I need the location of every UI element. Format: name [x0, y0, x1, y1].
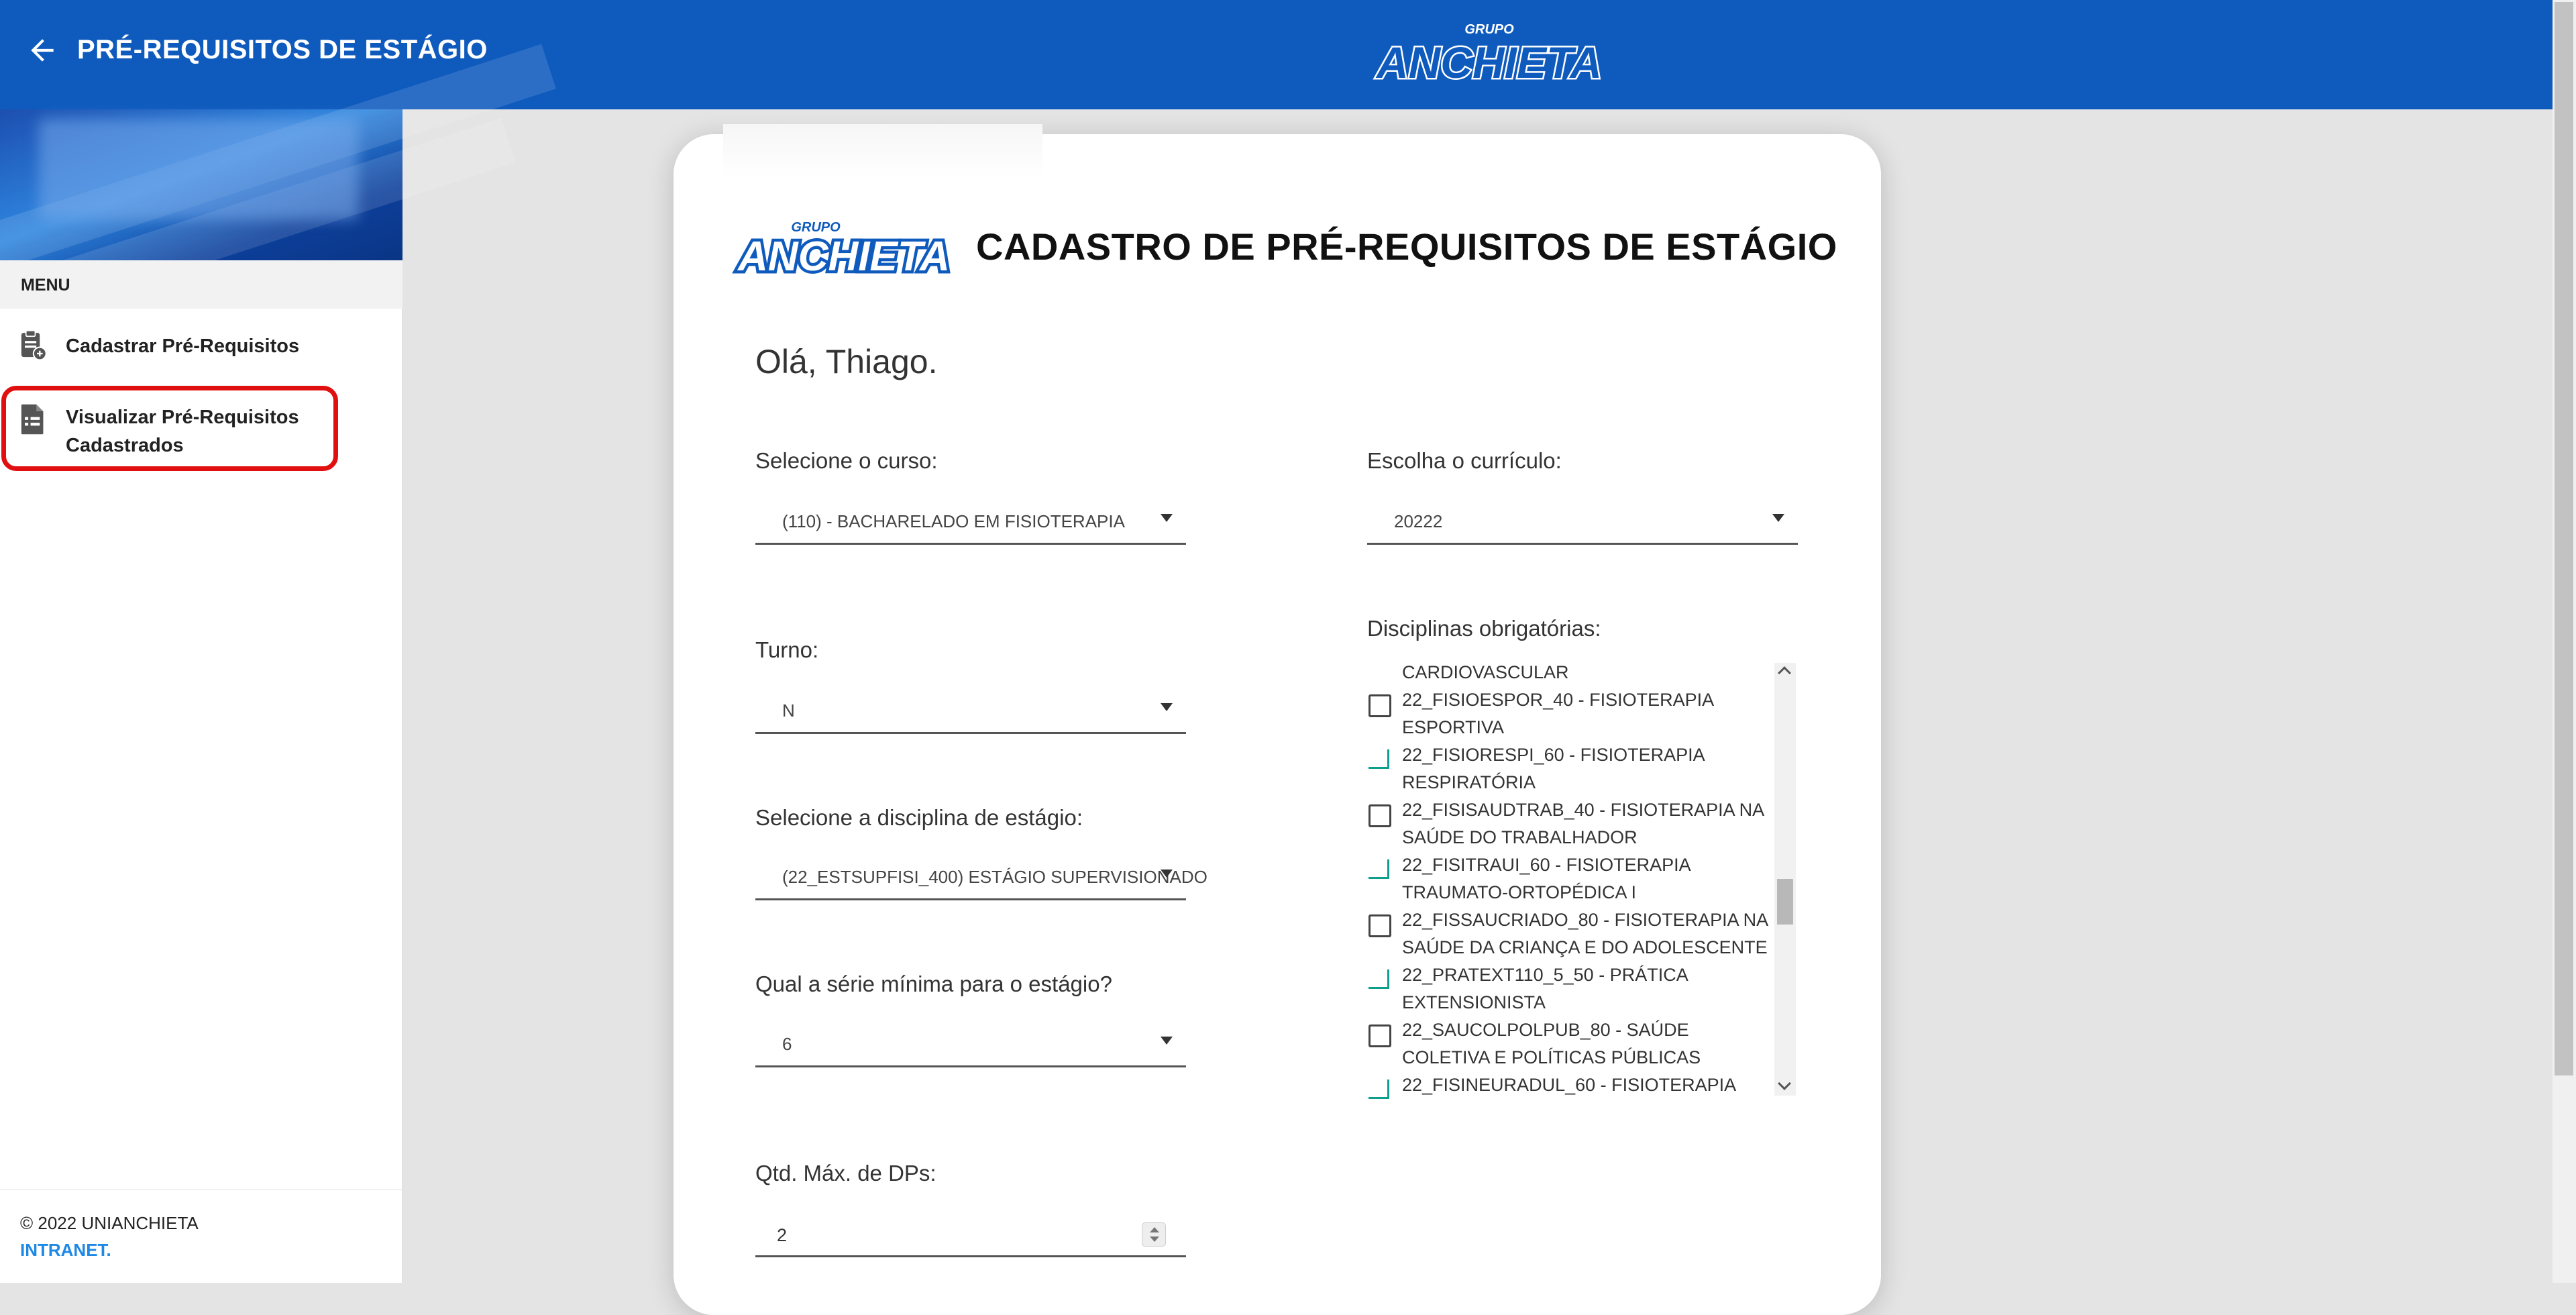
card-logo-small-text: GRUPO	[791, 220, 841, 235]
spinner-up-icon[interactable]	[1150, 1227, 1159, 1232]
menu-label: MENU	[21, 276, 70, 295]
list-item-label: 22_FISIOESPOR_40 - FISIOTERAPIA ESPORTIVA	[1402, 690, 1715, 737]
top-app-bar	[0, 0, 2553, 109]
checkbox-checked[interactable]	[1368, 1080, 1391, 1102]
card-tab-blurred	[723, 124, 1042, 178]
checkbox-checked[interactable]	[1368, 859, 1391, 882]
list-item-label: 22_FISINEURADUL_60 - FISIOTERAPIA	[1402, 1075, 1737, 1095]
logo-large-text: ANCHIETA	[1376, 38, 1603, 87]
copyright-text: © 2022 UNIANCHIETA	[20, 1213, 199, 1233]
obrigatorias-label: Disciplinas obrigatórias:	[1367, 616, 1601, 641]
menu-header	[0, 260, 402, 309]
window-scrollbar-thumb[interactable]	[2555, 2, 2573, 1075]
card-logo-large-text: ANCHIETA	[738, 233, 950, 280]
checkbox-checked[interactable]	[1368, 749, 1391, 772]
serie-select[interactable]	[755, 1024, 1186, 1067]
curriculo-select[interactable]	[1367, 502, 1798, 545]
turno-select[interactable]	[755, 691, 1186, 734]
sidebar-item-visualizar[interactable]	[0, 394, 402, 468]
chevron-down-icon	[1161, 514, 1173, 522]
serie-label: Qual a série mínima para o estágio?	[755, 971, 1112, 996]
list-item-label: 22_FISIORESPI_60 - FISIOTERAPIA RESPIRATÓRIA	[1402, 745, 1705, 792]
disciplina-estagio-select-value: (22_ESTSUPFISI_400) ESTÁGIO SUPERVISIONADO	[782, 867, 1208, 887]
checkbox[interactable]	[1368, 1024, 1391, 1047]
document-list-icon	[19, 403, 47, 435]
list-item-label: 22_FISITRAUI_60 - FISIOTERAPIA TRAUMATO-ORTOPÉDICA I	[1402, 855, 1691, 902]
list-item-label: 22_PRATEXT110_5_50 - PRÁTICA EXTENSIONISTA	[1402, 965, 1688, 1012]
checkbox[interactable]	[1368, 804, 1391, 827]
scroll-down-icon[interactable]	[1778, 1077, 1791, 1090]
turno-select-value: N	[782, 700, 795, 721]
list-item-label: CARDIOVASCULAR	[1402, 662, 1569, 682]
checkbox[interactable]	[1368, 914, 1391, 937]
user-info-blurred	[39, 119, 358, 219]
turno-label: Turno:	[755, 637, 819, 662]
dps-label: Qtd. Máx. de DPs:	[755, 1161, 936, 1186]
curso-select-value: (110) - BACHARELADO EM FISIOTERAPIA	[782, 511, 1125, 531]
curriculo-label: Escolha o currículo:	[1367, 448, 1562, 473]
sidebar-item-cadastrar-label: Cadastrar Pré-Requisitos	[66, 335, 300, 357]
clipboard-add-icon	[19, 329, 47, 362]
list-item-label: 22_FISSAUCRIADO_80 - FISIOTERAPIA NA SAÚDE DA CRIANÇA E DO ADOLESCENTE	[1402, 910, 1769, 957]
chevron-down-icon	[1161, 703, 1173, 711]
list-scrollbar-thumb[interactable]	[1777, 879, 1793, 925]
curriculo-select-value: 20222	[1394, 511, 1443, 531]
sidebar-item-cadastrar[interactable]	[0, 324, 402, 371]
list-scrollbar[interactable]	[1774, 663, 1796, 1096]
disciplina-estagio-label: Selecione a disciplina de estágio:	[755, 805, 1083, 830]
dps-input-value: 2	[777, 1225, 788, 1245]
serie-select-value: 6	[782, 1034, 792, 1054]
logo-small-text: GRUPO	[1464, 22, 1514, 37]
checkbox-checked[interactable]	[1368, 969, 1391, 992]
anchieta-logo	[1376, 19, 1603, 90]
card-anchieta-logo	[738, 217, 950, 280]
page-title: PRÉ-REQUISITOS DE ESTÁGIO	[77, 35, 488, 64]
greeting-text: Olá, Thiago.	[755, 343, 938, 380]
curso-label: Selecione o curso:	[755, 448, 938, 473]
disciplina-estagio-select[interactable]	[755, 857, 1208, 900]
list-item-label: 22_FISISAUDTRAB_40 - FISIOTERAPIA NA SAÚDE DO TRABALHADOR	[1402, 800, 1765, 847]
checkbox[interactable]	[1368, 694, 1391, 717]
disciplinas-obrigatorias-list[interactable]	[1367, 663, 1796, 1096]
scroll-up-icon[interactable]	[1778, 666, 1791, 680]
chevron-down-icon	[1161, 1037, 1173, 1045]
sidebar-banner	[0, 109, 402, 260]
card-title: CADASTRO DE PRÉ-REQUISITOS DE ESTÁGIO	[976, 225, 1837, 268]
sidebar-item-visualizar-label: Visualizar Pré-Requisitos Cadastrados	[66, 407, 299, 456]
chevron-down-icon	[1772, 514, 1784, 522]
curso-select[interactable]	[755, 502, 1186, 545]
sidebar	[0, 109, 402, 1283]
list-item-label: 22_SAUCOLPOLPUB_80 - SAÚDE COLETIVA E POLÍTICAS PÚBLICAS	[1402, 1020, 1701, 1067]
number-spinner[interactable]	[1142, 1222, 1166, 1247]
chevron-down-icon	[1161, 870, 1173, 878]
intranet-link[interactable]: INTRANET.	[20, 1240, 111, 1260]
dps-number-input[interactable]	[755, 1214, 1186, 1257]
back-arrow-icon[interactable]	[25, 34, 59, 67]
spinner-down-icon[interactable]	[1150, 1237, 1159, 1242]
